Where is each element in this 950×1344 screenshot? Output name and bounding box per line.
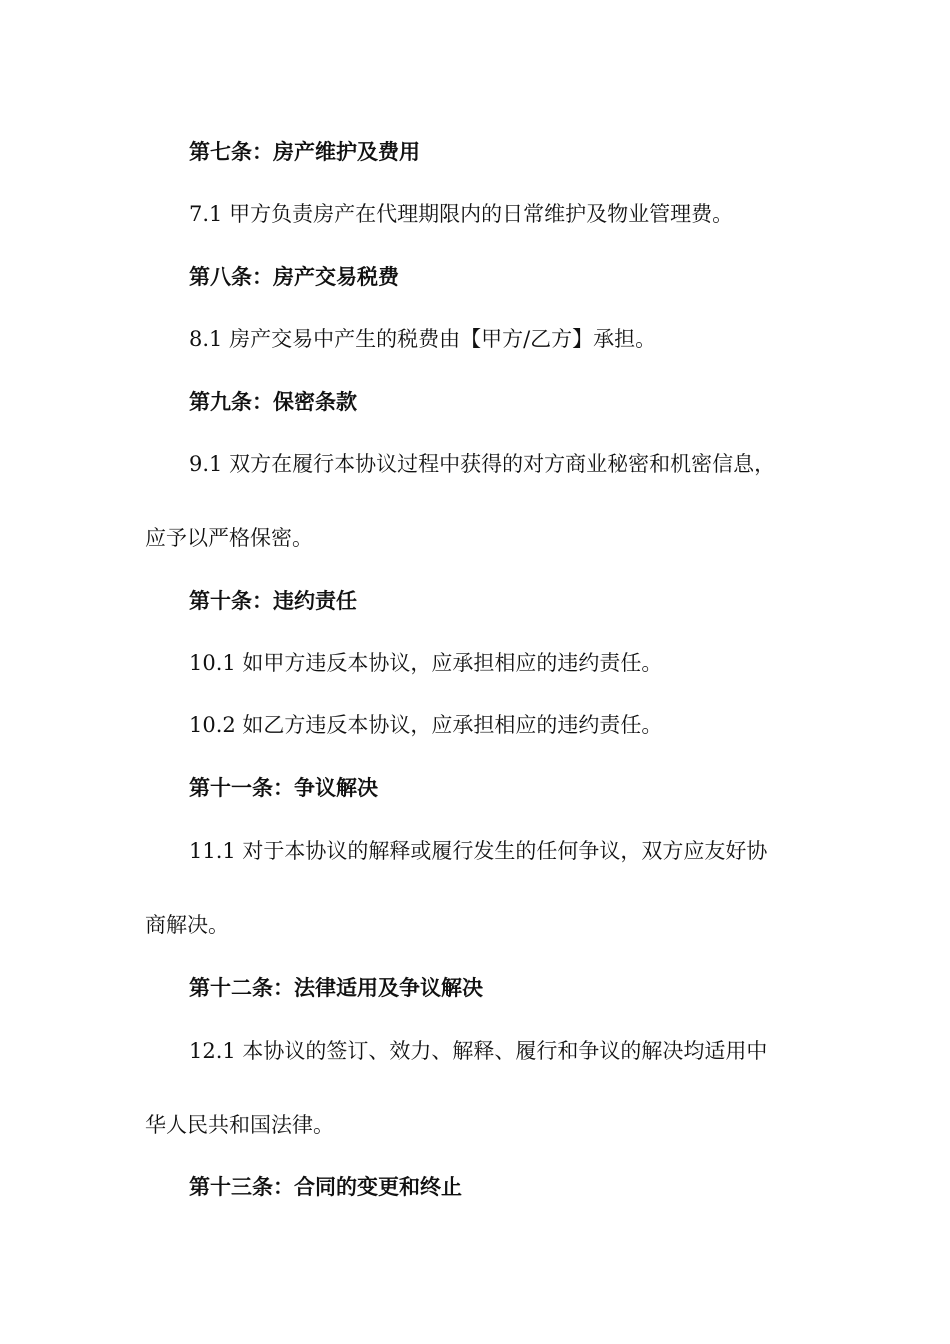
section-heading: 第十二条：法律适用及争议解决 bbox=[189, 976, 483, 1000]
section-heading: 第七条：房产维护及费用 bbox=[189, 140, 420, 164]
paragraph-line: 10.2 如乙方违反本协议，应承担相应的违约责任。 bbox=[189, 713, 663, 737]
paragraph-line: 7.1 甲方负责房产在代理期限内的日常维护及物业管理费。 bbox=[189, 202, 734, 226]
paragraph-line: 9.1 双方在履行本协议过程中获得的对方商业秘密和机密信息， bbox=[189, 452, 776, 476]
paragraph-line: 应予以严格保密。 bbox=[145, 526, 313, 550]
section-heading: 第十三条：合同的变更和终止 bbox=[189, 1175, 462, 1199]
section-heading: 第十一条：争议解决 bbox=[189, 776, 378, 800]
section-heading: 第八条：房产交易税费 bbox=[189, 265, 399, 289]
paragraph-line: 11.1 对于本协议的解释或履行发生的任何争议，双方应友好协 bbox=[189, 839, 768, 863]
paragraph-line: 12.1 本协议的签订、效力、解释、履行和争议的解决均适用中 bbox=[189, 1039, 768, 1063]
paragraph-line: 商解决。 bbox=[145, 913, 229, 937]
paragraph-line: 华人民共和国法律。 bbox=[145, 1113, 334, 1137]
section-heading: 第十条：违约责任 bbox=[189, 589, 357, 613]
paragraph-line: 8.1 房产交易中产生的税费由【甲方/乙方】承担。 bbox=[189, 327, 657, 351]
paragraph-line: 10.1 如甲方违反本协议，应承担相应的违约责任。 bbox=[189, 651, 663, 675]
section-heading: 第九条：保密条款 bbox=[189, 390, 357, 414]
